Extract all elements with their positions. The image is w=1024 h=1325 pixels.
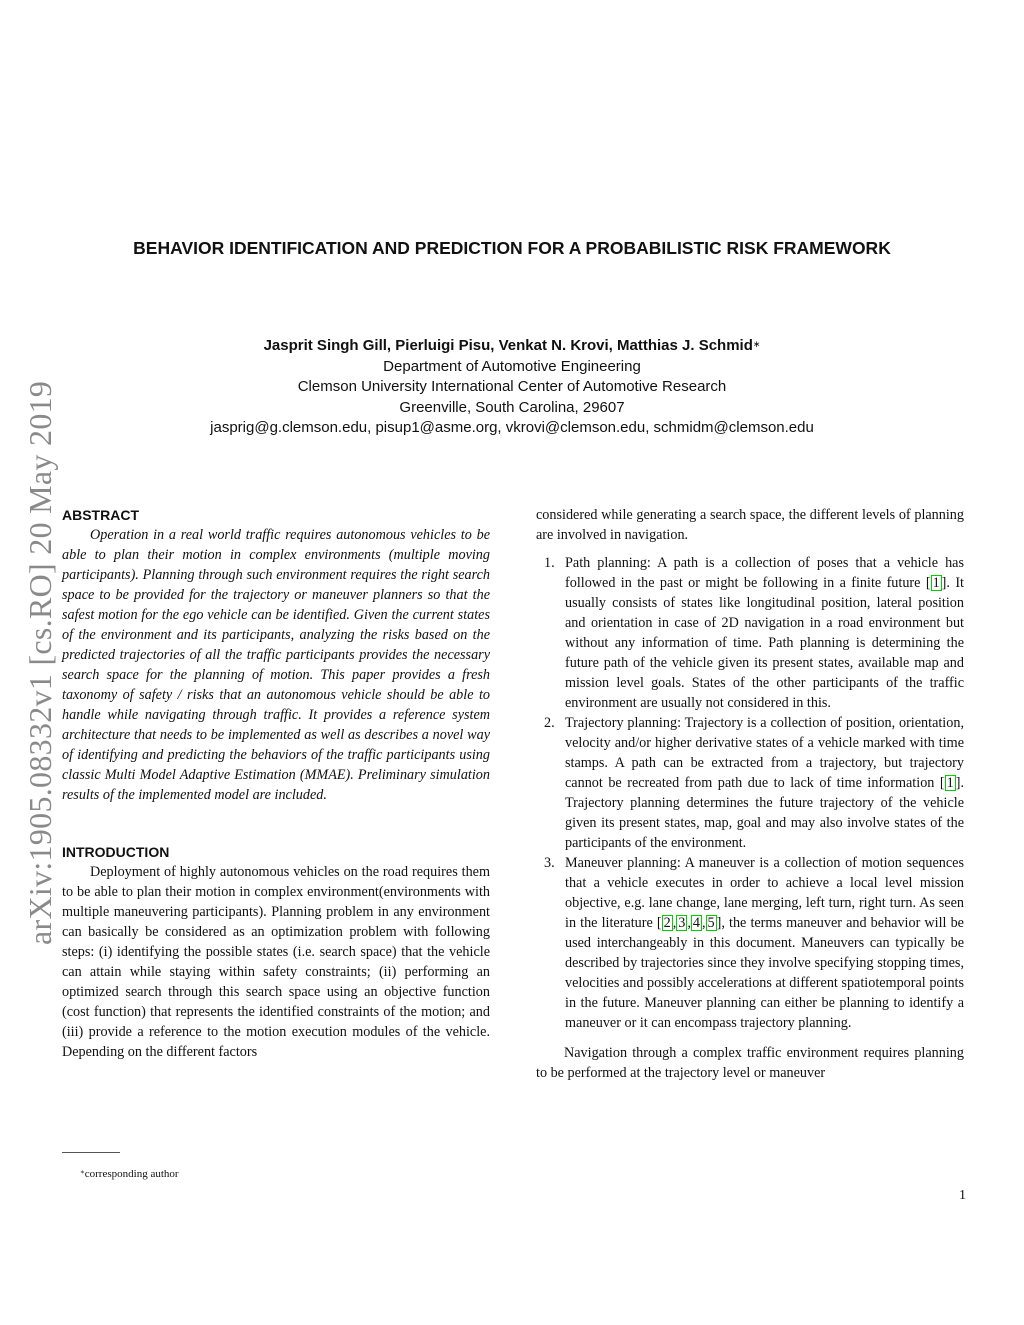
list-number: 2. xyxy=(544,715,555,731)
footnote xyxy=(80,1166,179,1182)
affiliation-location: Greenville, South Carolina, 29607 xyxy=(399,398,625,416)
author-block xyxy=(100,336,924,439)
footnote-rule xyxy=(62,1152,120,1153)
corresponding-mark: ∗ xyxy=(752,339,761,349)
introduction-text: Deployment of highly autonomous vehicles on the road requires them to be able to plan their motion in complex environment(environments with multiple maneuvering participants). Planning problem in any environment can basically be considered as an optimization problem with following steps: (i) identifying the possible states (i.e. search space) that the vehicle can attain while staying within safety constraints; (ii) performing an optimized search through this search space using an objective function (cost function) that represents the identified constraints of the motion; and (iii) provide a reference to the motion execution modules of the vehicle. Depending on the different factors xyxy=(62,864,490,1060)
list-number: 1. xyxy=(544,555,555,571)
planning-levels-list xyxy=(536,553,964,1033)
citation-link[interactable]: 1 xyxy=(932,575,940,591)
citation-link[interactable]: 4 xyxy=(692,915,700,931)
paper-title: BEHAVIOR IDENTIFICATION AND PREDICTION FOR A PROBABILISTIC RISK FRAMEWORK xyxy=(133,238,891,258)
list-item: 1. Path planning: A path is a collection of poses that a vehicle has followed in the past or might be following in a finite future [ 1 ]. It usually consists of states like longitudinal position, lateral position and orientation in case of 2D navigation in a road environment but without any information of time. Path planning is determining the future path of the vehicle given its present states, available map and mission level goals. States of the other participants of the traffic environment are usually not considered in this. xyxy=(544,555,964,711)
affiliation-department: Department of Automotive Engineering xyxy=(383,357,641,375)
list-item: 2. Trajectory planning: Trajectory is a collection of position, orientation, velocity and/or higher derivative states of a vehicle marked with time stamps. A path can be extracted from a trajectory, but trajectory cannot be recreated from path due to lack of time information [ 1 ]. Trajectory planning determines the future trajectory of the vehicle given its present states, map, goal and may also involve states of the participants of the environment. xyxy=(544,715,964,851)
list-item-text: Trajectory planning: Trajectory is a collection of position, orientation, velocity and/or higher derivative states of a vehicle marked with time stamps. A path can be extracted from a trajectory, but trajectory cannot be recreated from path due to lack of time information xyxy=(565,715,964,791)
list-number: 3. xyxy=(544,855,555,871)
list-item-text: Path planning: A path is a collection of poses that a vehicle has followed in the past or might be following in a finite future xyxy=(565,555,964,591)
introduction-heading: INTRODUCTION xyxy=(62,844,170,860)
left-column xyxy=(62,505,490,1062)
abstract-text: Operation in a real world traffic requires autonomous vehicles to be able to plan their motion in complex environments (multiple moving participants). Planning through such environment requires the right search space to be provided for the trajectory or maneuver planners so that the safest motion for the ego vehicle can be identified. Given the current states of the environment and its participants, analyzing the risks based on the predicted trajectories of all the traffic participants provides the necessary search space for the planning of motion. This paper provides a fresh taxonomy of safety / risks that an autonomous vehicle should be able to handle while navigating through traffic. It provides a reference system architecture that needs to be implemented as well as describes a novel way of identifying and predicting the behaviors of the traffic participants using classic Multi Model Adaptive Estimation (MMAE). Preliminary simulation results of the implemented model are included. xyxy=(62,527,490,803)
closing-paragraph: Navigation through a complex traffic environment requires planning to be performed at the trajectory level or maneuver xyxy=(536,1045,964,1081)
footnote-text: corresponding author xyxy=(84,1168,179,1180)
citation-link[interactable]: 5 xyxy=(707,915,715,931)
list-item-text: . Trajectory planning determines the future trajectory of the vehicle given its present states, map, goal and may also involve states of the participants of the environment. xyxy=(565,775,964,851)
arxiv-identifier: arXiv:1905.08332v1 [cs.RO] 20 May 2019 xyxy=(22,380,58,945)
list-item-text: . It usually consists of states like longitudinal position, lateral position and orientation in case of 2D navigation in a road environment but without any information of time. Path planning is determining the future path of the vehicle given its present states, available map and mission level goals. States of the other participants of the traffic environment are usually not considered in this. xyxy=(565,575,964,711)
citation-link[interactable]: 2 xyxy=(663,915,671,931)
author-emails: jasprig@g.clemson.edu, pisup1@asme.org, vkrovi@clemson.edu, schmidm@clemson.edu xyxy=(210,419,814,436)
citation-link[interactable]: 3 xyxy=(678,915,686,931)
footnote-mark: ∗ xyxy=(80,1168,85,1176)
citation-link[interactable]: 1 xyxy=(946,775,954,791)
list-item-text: Maneuver planning: A maneuver is a collection of motion sequences that a vehicle executes in order to achieve a local level mission objective, e.g. lane change, lane merging, left turn, right turn. As seen in the literature xyxy=(565,855,964,931)
list-item-text: , the terms maneuver and behavior will be used interchangeably in this document. Maneuvers can typically be described by trajectories since they involve specifying stopping times, velocities and possibly accelerations at different spatiotemporal points in the future. Maneuver planning can either be planning to identify a maneuver or it can encompass trajectory planning. xyxy=(565,915,964,1031)
author-names: Jasprit Singh Gill, Pierluigi Pisu, Venkat N. Krovi, Matthias J. Schmid xyxy=(263,337,753,354)
right-column xyxy=(536,505,964,1083)
page-number: 1 xyxy=(959,1188,966,1203)
list-item: 3. Maneuver planning: A maneuver is a collection of motion sequences that a vehicle executes in order to achieve a local level mission objective, e.g. lane change, lane merging, left turn, right turn. As seen in the literature [ 2 , 3 , 4 , 5 ], the terms maneuver and behavior will be used interchangeably in this document. Maneuvers can typically be described by trajectories since they involve specifying stopping times, velocities and possibly accelerations at different spatiotemporal points in the future. Maneuver planning can either be planning to identify a maneuver or it can encompass trajectory planning. xyxy=(544,855,964,1031)
continuation-text: considered while generating a search space, the different levels of planning are involved in navigation. xyxy=(536,507,964,543)
affiliation-institution: Clemson University International Center of Automotive Research xyxy=(297,378,727,395)
abstract-heading: ABSTRACT xyxy=(62,507,139,523)
